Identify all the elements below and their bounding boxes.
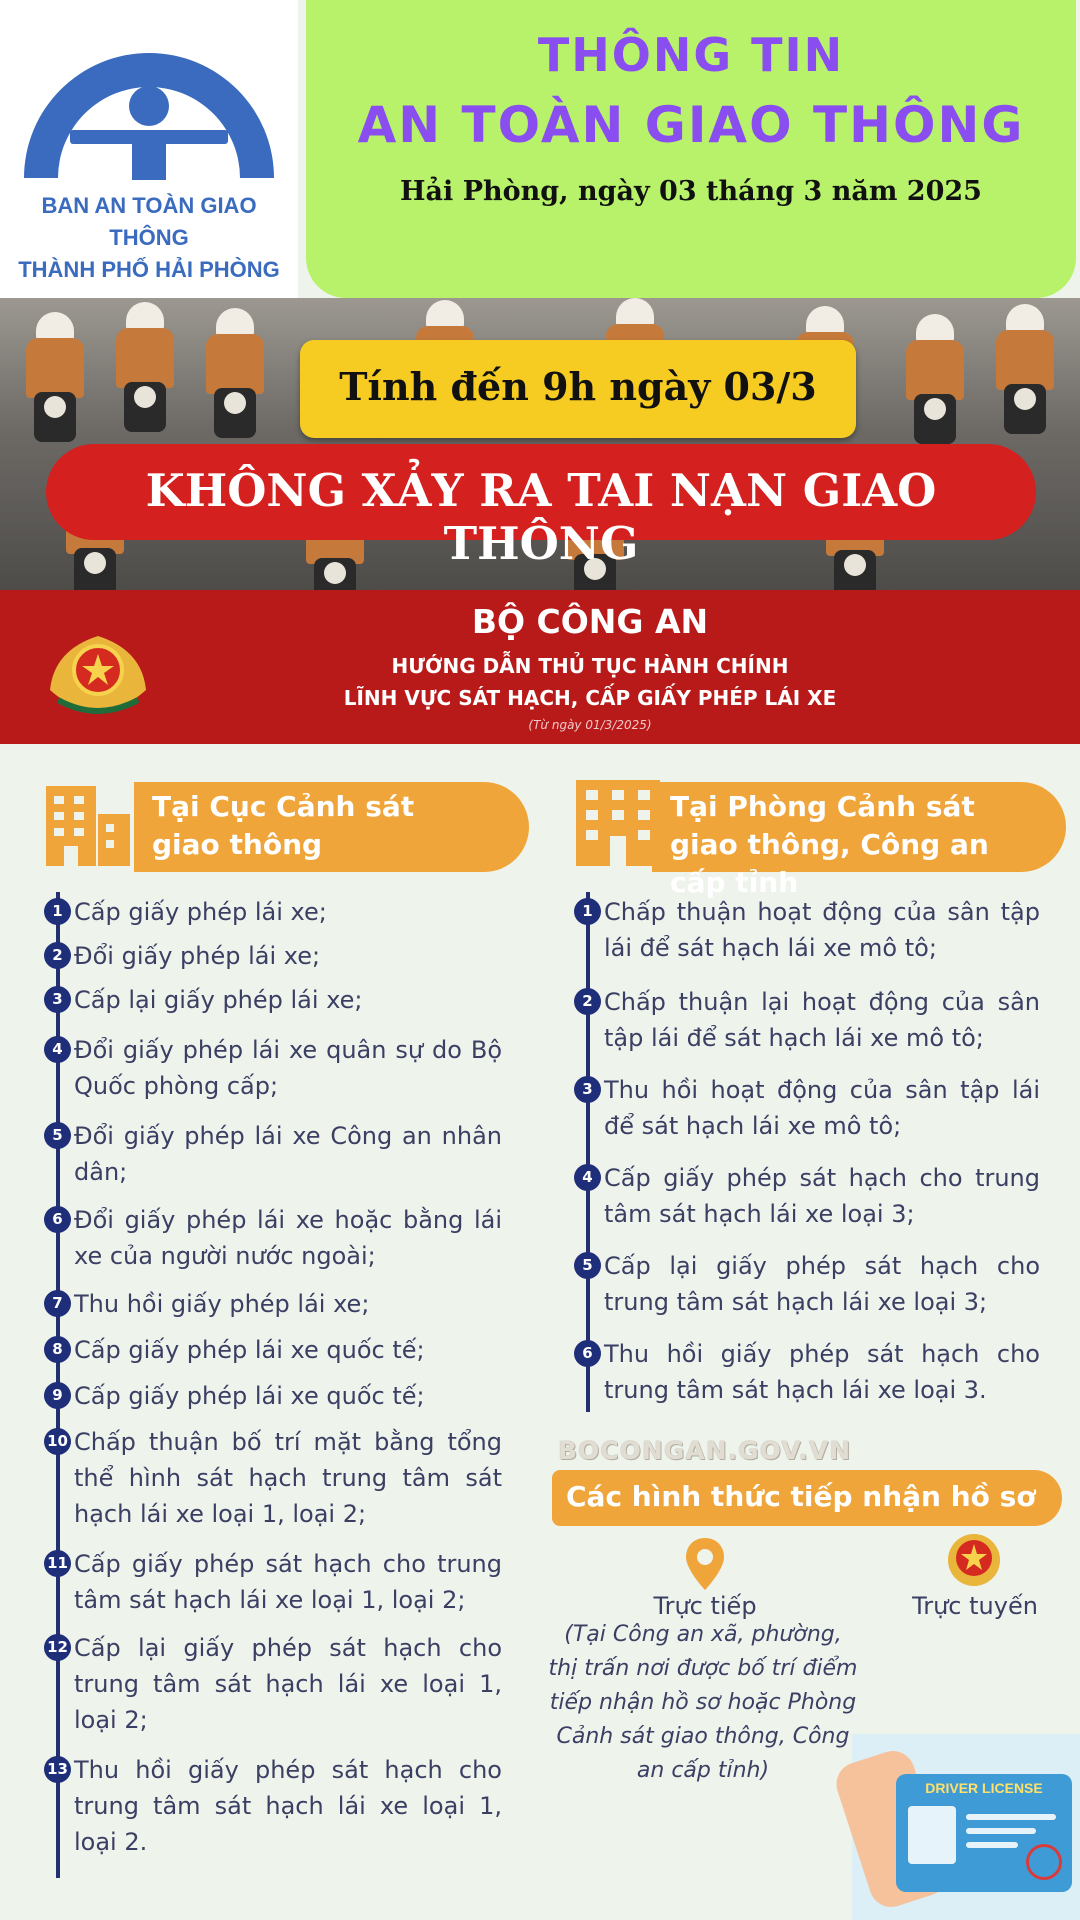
list-item: 13 Thu hồi giấy phép sát hạch cho trung tâm sát hạch lái xe loại 1, loại 2. [44, 1752, 502, 1860]
list-item: 10 Chấp thuận bố trí mặt bằng tổng thể hình sát hạch trung tâm sát hạch lái xe loại 1, loại 2; [44, 1424, 502, 1532]
list-item: 4 Cấp giấy phép sát hạch cho trung tâm sát hạch lái xe loại 3; [574, 1160, 1040, 1232]
right-procedure-list [574, 892, 1040, 1412]
time-badge [300, 340, 856, 438]
list-item: 6 Thu hồi giấy phép sát hạch cho trung tâm sát hạch lái xe loại 3. [574, 1336, 1040, 1408]
list-item: 1 Chấp thuận hoạt động của sân tập lái để sát hạch lái xe mô tô; [574, 894, 1040, 966]
left-column-heading [134, 782, 529, 872]
online-label: Trực tuyến [912, 1592, 1038, 1620]
headline-banner [46, 444, 1036, 570]
driver-license-illustration [852, 1734, 1080, 1920]
office-building-icon [572, 776, 664, 868]
avatar [908, 1806, 956, 1864]
list-item: 3 Thu hồi hoạt động của sân tập lái để sát hạch lái xe mô tô; [574, 1072, 1040, 1144]
direct-note: (Tại Công an xã, phường, thị trấn nơi được bố trí điểm tiếp nhận hồ sơ hoặc Phòng Cảnh sát giao thông, Công an cấp tỉnh) [548, 1622, 858, 1783]
reception-heading [552, 1470, 1062, 1526]
building-icon [42, 776, 134, 868]
list-item: 7 Thu hồi giấy phép lái xe; [44, 1286, 502, 1322]
list-item: 11 Cấp giấy phép sát hạch cho trung tâm sát hạch lái xe loại 1, loại 2; [44, 1546, 502, 1618]
list-item: 2 Chấp thuận lại hoạt động của sân tập lái để sát hạch lái xe mô tô; [574, 984, 1040, 1056]
list-item: 5 Cấp lại giấy phép sát hạch cho trung tâm sát hạch lái xe loại 3; [574, 1248, 1040, 1320]
list-item: 9 Cấp giấy phép lái xe quốc tế; [44, 1378, 502, 1414]
list-item: 8 Cấp giấy phép lái xe quốc tế; [44, 1332, 502, 1368]
atgt-emblem-icon [18, 44, 280, 184]
left-heading-text: Tại Cục Cảnh sát giao thông [152, 790, 415, 861]
license-card-label: DRIVER LICENSE [925, 1780, 1043, 1796]
license-card [896, 1774, 1072, 1892]
police-emblem-icon [44, 630, 152, 716]
title-line1: THÔNG TIN [537, 28, 845, 82]
report-date: Hải Phòng, ngày 03 tháng 3 năm 2025 [400, 176, 982, 207]
list-item: 2 Đổi giấy phép lái xe; [44, 938, 502, 974]
right-column-heading [652, 782, 1066, 899]
right-heading-text: Tại Phòng Cảnh sát giao thông, Công an cấp tỉnh [670, 790, 989, 899]
atgt-logo [0, 0, 298, 298]
list-item: 4 Đổi giấy phép lái xe quân sự do Bộ Quốc phòng cấp; [44, 1032, 502, 1104]
location-pin-icon [683, 1536, 727, 1592]
list-item: 12 Cấp lại giấy phép sát hạch cho trung tâm sát hạch lái xe loại 1, loại 2; [44, 1630, 502, 1738]
left-procedure-list [44, 892, 502, 1878]
effective-date: (Từ ngày 01/3/2025) [528, 718, 652, 732]
ministry-name: BỘ CÔNG AN [471, 602, 709, 641]
logo-line2: THÀNH PHỐ HẢI PHÒNG [18, 257, 280, 282]
reception-heading-text: Các hình thức tiếp nhận hồ sơ [566, 1480, 1036, 1513]
list-item: 5 Đổi giấy phép lái xe Công an nhân dân; [44, 1118, 502, 1190]
guide-subtitle1: HƯỚNG DẪN THỦ TỤC HÀNH CHÍNH [391, 654, 789, 678]
time-label: Tính đến 9h ngày 03/3 [339, 364, 817, 409]
guide-subtitle2: LĨNH VỰC SÁT HẠCH, CẤP GIẤY PHÉP LÁI XE [343, 686, 837, 710]
national-emblem-icon [946, 1532, 1002, 1588]
source-watermark: BOCONGAN.GOV.VN [558, 1436, 852, 1465]
title-line2: AN TOÀN GIAO THÔNG [357, 96, 1025, 154]
ministry-header [0, 590, 1080, 744]
list-item: 1 Cấp giấy phép lái xe; [44, 894, 502, 930]
list-item: 6 Đổi giấy phép lái xe hoặc bằng lái xe của người nước ngoài; [44, 1202, 502, 1274]
list-item: 3 Cấp lại giấy phép lái xe; [44, 982, 502, 1018]
logo-line1: BAN AN TOÀN GIAO THÔNG [41, 193, 257, 250]
title-panel [306, 0, 1076, 298]
stamp-icon [1026, 1844, 1062, 1880]
direct-label: Trực tiếp [653, 1592, 757, 1620]
headline: KHÔNG XẢY RA TAI NẠN GIAO THÔNG [145, 464, 937, 570]
